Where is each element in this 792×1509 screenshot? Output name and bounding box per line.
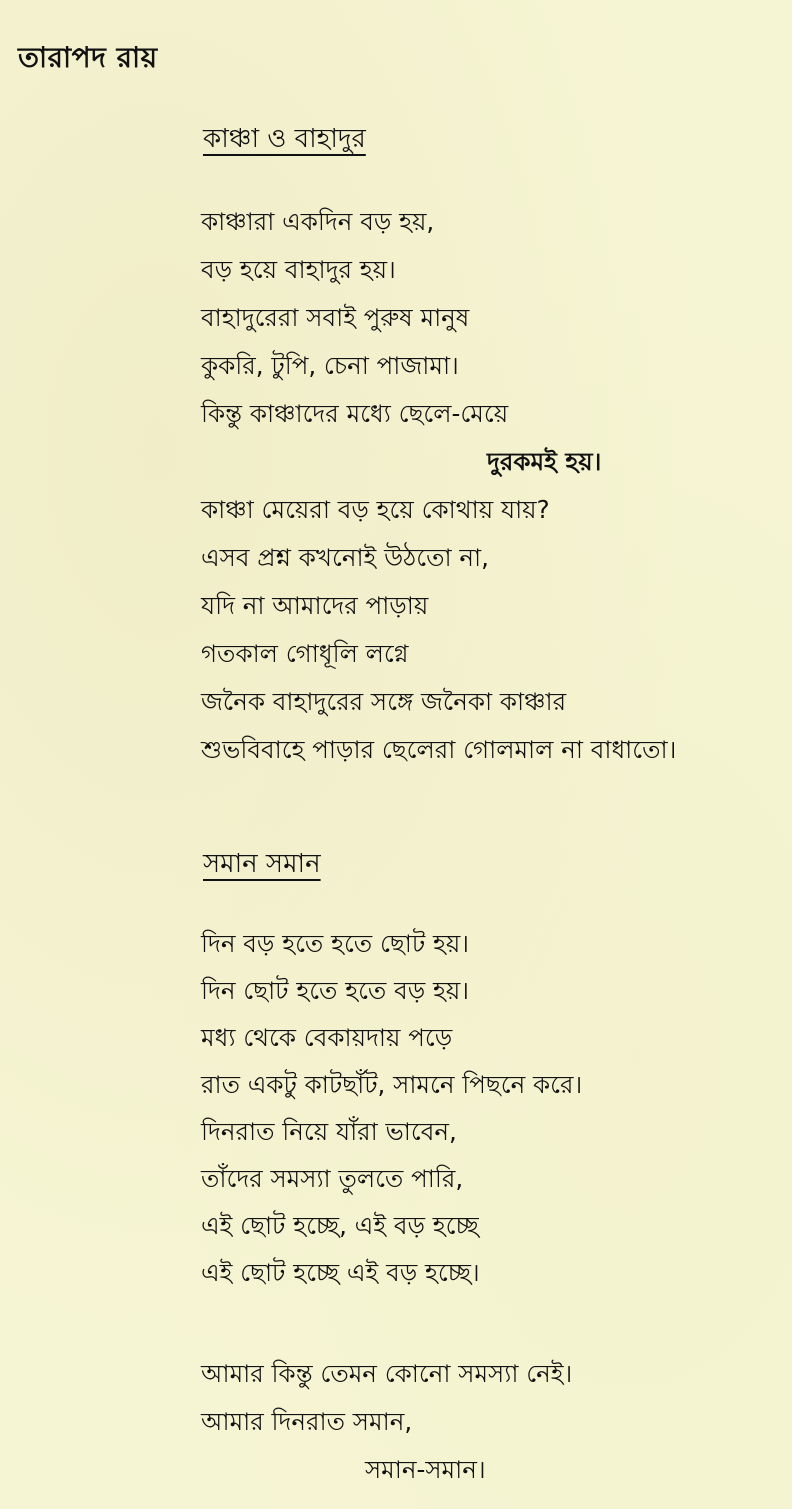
poem-stanza [201, 920, 582, 1296]
poem-line: যদি না আমাদের পাড়ায় [201, 591, 429, 620]
poem-line: দিন বড় হতে হতে ছোট হয়। [201, 929, 470, 958]
poem-line: দিন ছোট হতে হতে বড় হয়। [201, 976, 470, 1005]
poem-line: আমার দিনরাত সমান, [201, 1407, 413, 1436]
poem-title-kancha-o-bahadur: কাঞ্চা ও বাহাদুর [203, 124, 366, 154]
poem-line: কিন্তু কাঞ্চাদের মধ্যে ছেলে-মেয়ে [201, 399, 509, 428]
author-name: তারাপদ রায় [18, 41, 158, 74]
poem-line: জনৈক বাহাদুরের সঙ্গে জনৈকা কাঞ্চার [201, 687, 567, 716]
poem-line: তাঁদের সমস্যা তুলতে পারি, [201, 1164, 464, 1193]
poem-line: রাত একটু কাটছাঁট, সামনে পিছনে করে। [201, 1070, 583, 1099]
poem-line: বাহাদুরেরা সবাই পুরুষ মানুষ [201, 303, 470, 332]
poem-line: কাঞ্চারা একদিন বড় হয়, [201, 207, 435, 236]
poem-line: মধ্য থেকে বেকায়দায় পড়ে [201, 1023, 453, 1052]
poem-title-saman-saman: সমান সমান [203, 849, 321, 879]
poem-line: এই ছোট হচ্ছে এই বড় হচ্ছে। [201, 1258, 480, 1287]
poem-line: দুরকমই হয়। [487, 447, 602, 476]
poem-stanza [201, 198, 676, 774]
poem-line: কাঞ্চা মেয়েরা বড় হয়ে কোথায় যায়? [201, 495, 550, 524]
poem-line: কুকরি, টুপি, চেনা পাজামা। [201, 351, 459, 380]
poem-closing-stanza [201, 1350, 572, 1494]
poem-line: বড় হয়ে বাহাদুর হয়। [201, 255, 396, 284]
poem-line: দিনরাত নিয়ে যাঁরা ভাবেন, [201, 1117, 457, 1146]
poem-line: সমান-সমান। [365, 1455, 486, 1484]
poem-line: আমার কিন্তু তেমন কোনো সমস্যা নেই। [201, 1359, 573, 1388]
poem-line: গতকাল গোধূলি লগ্নে [201, 639, 409, 668]
poem-line: এই ছোট হচ্ছে, এই বড় হচ্ছে [201, 1211, 479, 1240]
poem-line: শুভবিবাহে পাড়ার ছেলেরা গোলমাল না বাধাতো। [201, 735, 677, 764]
poem-line: এসব প্রশ্ন কখনোই উঠতো না, [201, 543, 489, 572]
